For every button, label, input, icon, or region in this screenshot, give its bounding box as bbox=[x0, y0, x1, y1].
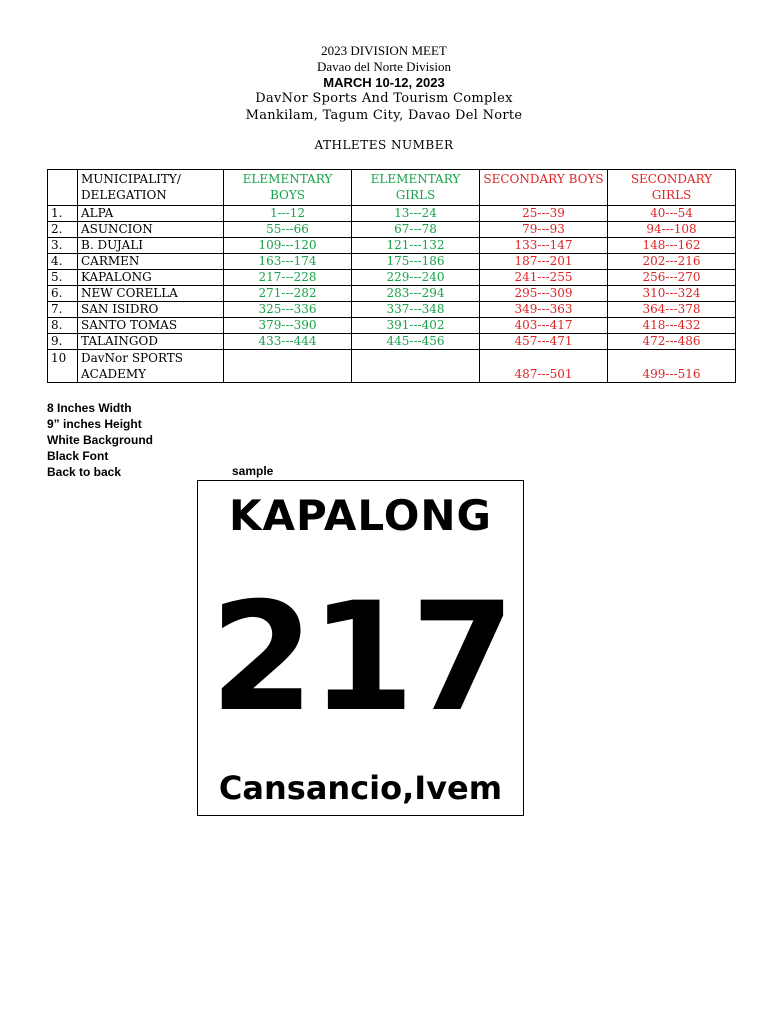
row-index: 7. bbox=[48, 302, 78, 318]
sample-label: sample bbox=[232, 464, 274, 478]
row-elementary-boys: 271---282 bbox=[224, 286, 352, 302]
row-secondary-boys: 295---309 bbox=[480, 286, 608, 302]
row-elementary-girls: 67---78 bbox=[352, 222, 480, 238]
note-height: 9” inches Height bbox=[47, 417, 142, 431]
row-elementary-boys: 55---66 bbox=[224, 222, 352, 238]
row-index: 6. bbox=[48, 286, 78, 302]
row-index: 3. bbox=[48, 238, 78, 254]
row-secondary-girls: 418---432 bbox=[608, 318, 736, 334]
table-title: ATHLETES NUMBER bbox=[314, 138, 454, 152]
row-index: 9. bbox=[48, 334, 78, 350]
row-elementary-girls: 175---186 bbox=[352, 254, 480, 270]
row-index: 8. bbox=[48, 318, 78, 334]
row-secondary-boys: 25---39 bbox=[480, 206, 608, 222]
row-elementary-girls: 229---240 bbox=[352, 270, 480, 286]
row-secondary-girls: 256---270 bbox=[608, 270, 736, 286]
row-elementary-girls: 121---132 bbox=[352, 238, 480, 254]
row-municipality: SAN ISIDRO bbox=[78, 302, 224, 318]
row-municipality: KAPALONG bbox=[78, 270, 224, 286]
row-elementary-boys: 109---120 bbox=[224, 238, 352, 254]
row-secondary-boys: 241---255 bbox=[480, 270, 608, 286]
header-secondary-girls: SECONDARY GIRLS bbox=[608, 170, 736, 206]
row-secondary-boys: 403---417 bbox=[480, 318, 608, 334]
table-row bbox=[48, 254, 736, 270]
row-elementary-girls bbox=[352, 350, 480, 383]
table-row bbox=[48, 302, 736, 318]
note-font: Black Font bbox=[47, 449, 109, 463]
athletes-number-table bbox=[47, 169, 736, 383]
row-municipality: TALAINGOD bbox=[78, 334, 224, 350]
row-elementary-boys: 433---444 bbox=[224, 334, 352, 350]
event-date: MARCH 10-12, 2023 bbox=[323, 75, 445, 90]
row-secondary-girls: 472---486 bbox=[608, 334, 736, 350]
row-secondary-girls: 94---108 bbox=[608, 222, 736, 238]
row-secondary-boys: 133---147 bbox=[480, 238, 608, 254]
row-index: 10 bbox=[48, 350, 78, 383]
row-municipality: ALPA bbox=[78, 206, 224, 222]
row-index: 2. bbox=[48, 222, 78, 238]
sample-bib bbox=[197, 480, 524, 816]
row-elementary-boys: 1---12 bbox=[224, 206, 352, 222]
row-elementary-boys: 379---390 bbox=[224, 318, 352, 334]
note-background: White Background bbox=[47, 433, 154, 447]
print-spec-notes bbox=[47, 400, 153, 480]
row-secondary-girls: 310---324 bbox=[608, 286, 736, 302]
row-municipality: B. DUJALI bbox=[78, 238, 224, 254]
row-elementary-boys bbox=[224, 350, 352, 383]
row-elementary-boys: 163---174 bbox=[224, 254, 352, 270]
row-secondary-boys: 457---471 bbox=[480, 334, 608, 350]
row-secondary-girls: 40---54 bbox=[608, 206, 736, 222]
bib-athlete-name: Cansancio,Ivem bbox=[218, 769, 503, 807]
event-title: 2023 DIVISION MEET bbox=[321, 43, 447, 58]
note-width: 8 Inches Width bbox=[47, 401, 132, 415]
division-name: Davao del Norte Division bbox=[317, 59, 451, 74]
venue-name: DavNor Sports And Tourism Complex bbox=[255, 91, 513, 106]
header-elementary-boys: ELEMENTARY BOYS bbox=[224, 170, 352, 206]
row-elementary-boys: 217---228 bbox=[224, 270, 352, 286]
row-secondary-girls: 499---516 bbox=[608, 350, 736, 383]
table-row bbox=[48, 222, 736, 238]
table-row bbox=[48, 206, 736, 222]
row-secondary-girls: 202---216 bbox=[608, 254, 736, 270]
note-print: Back to back bbox=[47, 465, 122, 479]
header-secondary-boys: SECONDARY BOYS bbox=[480, 170, 608, 206]
table-row bbox=[48, 286, 736, 302]
table-header-row bbox=[48, 170, 736, 206]
row-elementary-girls: 283---294 bbox=[352, 286, 480, 302]
row-elementary-boys: 325---336 bbox=[224, 302, 352, 318]
row-elementary-girls: 337---348 bbox=[352, 302, 480, 318]
table-row bbox=[48, 270, 736, 286]
row-secondary-boys: 79---93 bbox=[480, 222, 608, 238]
row-municipality: SANTO TOMAS bbox=[78, 318, 224, 334]
row-secondary-boys: 187---201 bbox=[480, 254, 608, 270]
bib-team-name: KAPALONG bbox=[228, 491, 493, 540]
header-municipality: MUNICIPALITY/ DELEGATION bbox=[78, 170, 224, 206]
row-secondary-girls: 148---162 bbox=[608, 238, 736, 254]
table-row bbox=[48, 334, 736, 350]
row-secondary-boys: 487---501 bbox=[480, 350, 608, 383]
venue-address: Mankilam, Tagum City, Davao Del Norte bbox=[245, 108, 523, 123]
row-municipality: NEW CORELLA bbox=[78, 286, 224, 302]
bib-number: 217 bbox=[209, 571, 512, 745]
header-index-cell bbox=[48, 170, 78, 206]
table-row bbox=[48, 350, 736, 383]
row-municipality: ASUNCION bbox=[78, 222, 224, 238]
row-secondary-boys: 349---363 bbox=[480, 302, 608, 318]
row-index: 1. bbox=[48, 206, 78, 222]
header-elementary-girls: ELEMENTARY GIRLS bbox=[352, 170, 480, 206]
row-index: 5. bbox=[48, 270, 78, 286]
table-row bbox=[48, 318, 736, 334]
row-municipality: CARMEN bbox=[78, 254, 224, 270]
row-elementary-girls: 13---24 bbox=[352, 206, 480, 222]
row-index: 4. bbox=[48, 254, 78, 270]
row-elementary-girls: 445---456 bbox=[352, 334, 480, 350]
row-elementary-girls: 391---402 bbox=[352, 318, 480, 334]
table-row bbox=[48, 238, 736, 254]
row-municipality: DavNor SPORTS ACADEMY bbox=[78, 350, 224, 383]
row-secondary-girls: 364---378 bbox=[608, 302, 736, 318]
